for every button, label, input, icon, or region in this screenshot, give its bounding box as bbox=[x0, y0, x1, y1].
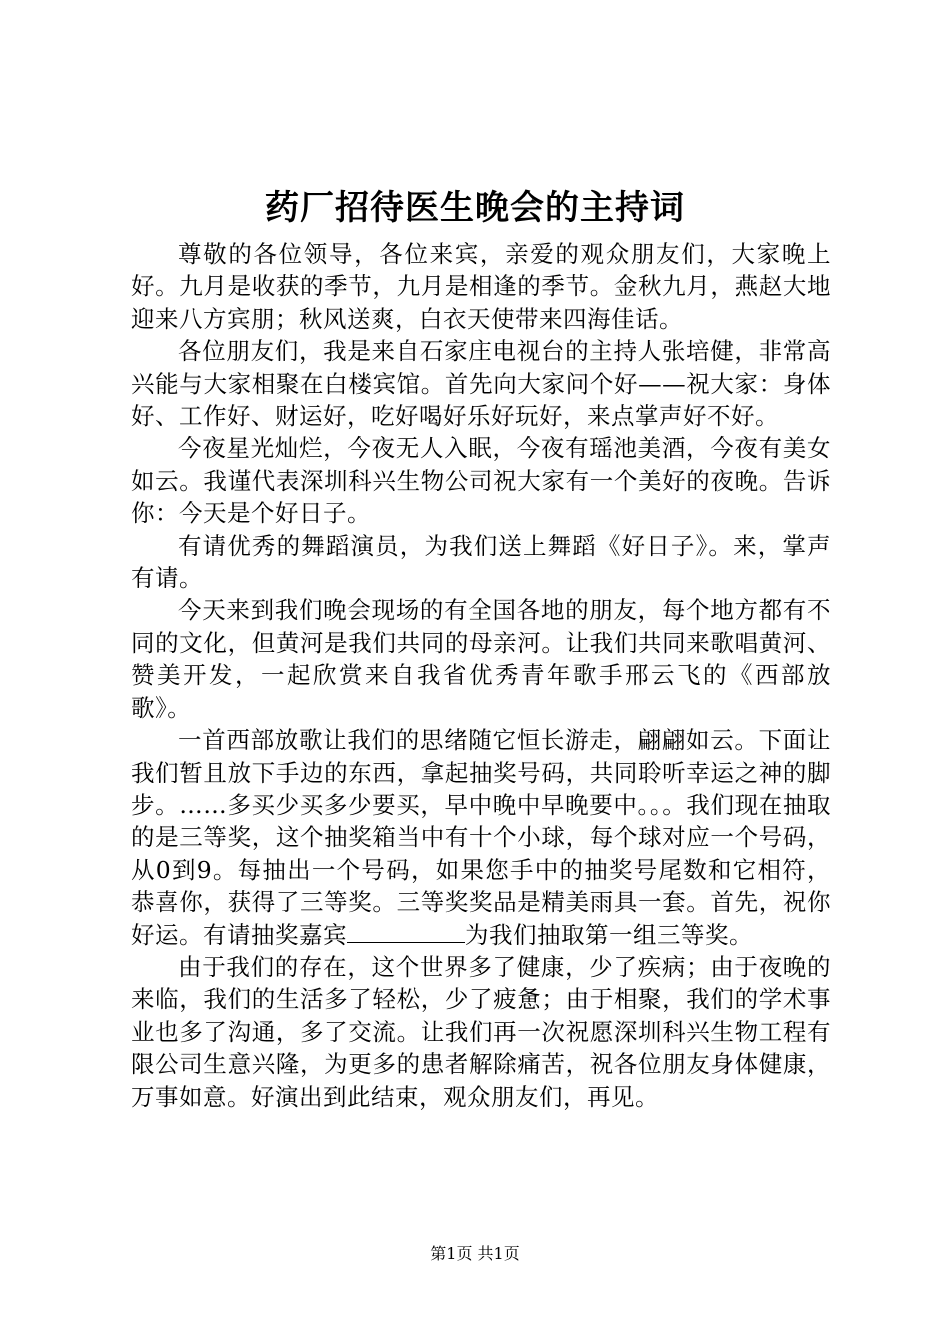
paragraph-host-intro: 各位朋友们，我是来自石家庄电视台的主持人张培健，非常高兴能与大家相聚在白楼宾馆。首先向大家问个好——祝大家：身体好、工作好、财运好，吃好喝好乐好玩好，来点掌声好不好。 bbox=[131, 337, 831, 431]
document-body bbox=[131, 238, 831, 1113]
paragraph-greeting: 尊敬的各位领导，各位来宾，亲爱的观众朋友们，大家晚上好。九月是收获的季节，九月是相逢的季节。金秋九月，燕赵大地迎来八方宾朋；秋风送爽，白衣天使带来四海佳话。 bbox=[131, 240, 831, 333]
lottery-text-after: 为我们抽取第一组三等奖。 bbox=[465, 920, 753, 949]
paragraph-song: 今天来到我们晚会现场的有全国各地的朋友，每个地方都有不同的文化，但黄河是我们共同的母亲河。让我们共同来歌唱黄河、赞美开发，一起欣赏来自我省优秀青年歌手邢云飞的《西部放歌》。 bbox=[131, 596, 831, 722]
paragraph-night: 今夜星光灿烂，今夜无人入眠，今夜有瑶池美酒，今夜有美女如云。我谨代表深圳科兴生物公司祝大家有一个美好的夜晚。告诉你：今天是个好日子。 bbox=[131, 434, 831, 528]
paragraph-lottery bbox=[131, 724, 831, 951]
lottery-text-before: 一首西部放歌让我们的思绪随它恒长游走，翩翩如云。下面让我们暂且放下手边的东西，拿起抽奖号码，共同聆听幸运之神的脚步。……多买少买多少要买，早中晚中早晚要中。。。我们现在抽取的是三等奖，这个抽奖箱当中有十个小球，每个球对应一个号码，从0到9。每抽出一个号码，如果您手中的抽奖号尾数和它相符，恭喜你，获得了三等奖。三等奖奖品是精美雨具一套。首先，祝你好运。有请抽奖嘉宾 bbox=[131, 726, 831, 949]
document-title: 药厂招待医生晚会的主持词 bbox=[265, 188, 685, 228]
page-footer: 第1页 共1页 bbox=[430, 1244, 520, 1263]
paragraph-dance: 有请优秀的舞蹈演员，为我们送上舞蹈《好日子》。来，掌声有请。 bbox=[131, 531, 831, 593]
guest-name-blank bbox=[347, 920, 465, 943]
paragraph-closing: 由于我们的存在，这个世界多了健康，少了疾病；由于夜晚的来临，我们的生活多了轻松，少了疲惫；由于相聚，我们的学术事业也多了沟通，多了交流。让我们再一次祝愿深圳科兴生物工程有限公司生意兴隆，为更多的患者解除痛苦，祝各位朋友身体健康，万事如意。好演出到此结束，观众朋友们，再见。 bbox=[131, 952, 831, 1111]
